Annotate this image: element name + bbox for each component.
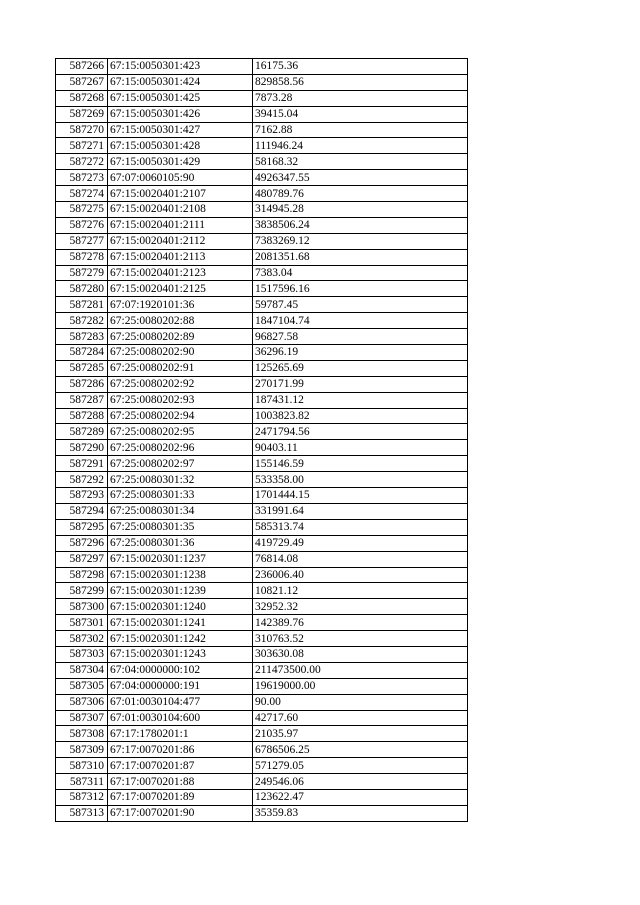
table-row	[56, 758, 468, 774]
row-id-cell: 587310	[56, 758, 108, 774]
table-row	[56, 789, 468, 805]
table-row	[56, 376, 468, 392]
table-row	[56, 456, 468, 472]
table-row	[56, 615, 468, 631]
table-row	[56, 281, 468, 297]
amount-cell: 32952.32	[253, 599, 468, 615]
row-id-cell: 587268	[56, 90, 108, 106]
row-id-cell: 587276	[56, 217, 108, 233]
amount-cell: 125265.69	[253, 360, 468, 376]
amount-cell: 7162.88	[253, 122, 468, 138]
cadastral-number-cell: 67:15:0020401:2108	[108, 202, 253, 218]
amount-cell: 3838506.24	[253, 217, 468, 233]
table-row	[56, 217, 468, 233]
row-id-cell: 587278	[56, 249, 108, 265]
cadastral-number-cell: 67:15:0020301:1241	[108, 615, 253, 631]
amount-cell: 7383.04	[253, 265, 468, 281]
cadastral-number-cell: 67:15:0020301:1243	[108, 646, 253, 662]
cadastral-number-cell: 67:15:0050301:426	[108, 106, 253, 122]
cadastral-number-cell: 67:15:0050301:428	[108, 138, 253, 154]
table-row	[56, 74, 468, 90]
row-id-cell: 587313	[56, 805, 108, 821]
cadastral-number-cell: 67:04:0000000:191	[108, 678, 253, 694]
cadastral-number-cell: 67:25:0080202:93	[108, 392, 253, 408]
row-id-cell: 587271	[56, 138, 108, 154]
amount-cell: 90.00	[253, 694, 468, 710]
amount-cell: 187431.12	[253, 392, 468, 408]
table-row	[56, 694, 468, 710]
row-id-cell: 587281	[56, 297, 108, 313]
cadastral-number-cell: 67:25:0080202:92	[108, 376, 253, 392]
cadastral-number-cell: 67:25:0080301:34	[108, 503, 253, 519]
cadastral-number-cell: 67:07:1920101:36	[108, 297, 253, 313]
cadastral-number-cell: 67:15:0020401:2112	[108, 233, 253, 249]
table-row	[56, 678, 468, 694]
row-id-cell: 587269	[56, 106, 108, 122]
table-row	[56, 329, 468, 345]
row-id-cell: 587266	[56, 59, 108, 75]
amount-cell: 76814.08	[253, 551, 468, 567]
amount-cell: 236006.40	[253, 567, 468, 583]
amount-cell: 829858.56	[253, 74, 468, 90]
table-row	[56, 726, 468, 742]
row-id-cell: 587296	[56, 535, 108, 551]
table-row	[56, 631, 468, 647]
row-id-cell: 587306	[56, 694, 108, 710]
row-id-cell: 587290	[56, 440, 108, 456]
amount-cell: 21035.97	[253, 726, 468, 742]
cadastral-number-cell: 67:15:0020401:2111	[108, 217, 253, 233]
amount-cell: 585313.74	[253, 519, 468, 535]
amount-cell: 19619000.00	[253, 678, 468, 694]
amount-cell: 6786506.25	[253, 742, 468, 758]
row-id-cell: 587267	[56, 74, 108, 90]
amount-cell: 39415.04	[253, 106, 468, 122]
cadastral-number-cell: 67:25:0080202:91	[108, 360, 253, 376]
row-id-cell: 587312	[56, 789, 108, 805]
cadastral-number-cell: 67:01:0030104:477	[108, 694, 253, 710]
row-id-cell: 587270	[56, 122, 108, 138]
cadastral-number-cell: 67:15:0020401:2113	[108, 249, 253, 265]
cadastral-number-cell: 67:15:0020401:2125	[108, 281, 253, 297]
row-id-cell: 587287	[56, 392, 108, 408]
amount-cell: 2471794.56	[253, 424, 468, 440]
table-row	[56, 138, 468, 154]
table-row	[56, 488, 468, 504]
amount-cell: 35359.83	[253, 805, 468, 821]
row-id-cell: 587289	[56, 424, 108, 440]
cadastral-number-cell: 67:25:0080202:88	[108, 313, 253, 329]
table-row	[56, 122, 468, 138]
table-row	[56, 106, 468, 122]
amount-cell: 111946.24	[253, 138, 468, 154]
row-id-cell: 587286	[56, 376, 108, 392]
cadastral-number-cell: 67:25:0080202:94	[108, 408, 253, 424]
row-id-cell: 587298	[56, 567, 108, 583]
table-row	[56, 360, 468, 376]
cadastral-number-cell: 67:15:0050301:429	[108, 154, 253, 170]
table-row	[56, 583, 468, 599]
cadastral-number-cell: 67:07:0060105:90	[108, 170, 253, 186]
table-row	[56, 297, 468, 313]
table-row	[56, 233, 468, 249]
row-id-cell: 587280	[56, 281, 108, 297]
row-id-cell: 587294	[56, 503, 108, 519]
table-row	[56, 567, 468, 583]
cadastral-number-cell: 67:15:0020301:1242	[108, 631, 253, 647]
row-id-cell: 587275	[56, 202, 108, 218]
table-row	[56, 202, 468, 218]
amount-cell: 310763.52	[253, 631, 468, 647]
cadastral-number-cell: 67:15:0020301:1237	[108, 551, 253, 567]
row-id-cell: 587308	[56, 726, 108, 742]
amount-cell: 314945.28	[253, 202, 468, 218]
row-id-cell: 587284	[56, 345, 108, 361]
amount-cell: 1701444.15	[253, 488, 468, 504]
amount-cell: 211473500.00	[253, 662, 468, 678]
table-row	[56, 249, 468, 265]
table-row	[56, 599, 468, 615]
table-row	[56, 535, 468, 551]
cadastral-number-cell: 67:17:0070201:89	[108, 789, 253, 805]
table-row	[56, 503, 468, 519]
amount-cell: 7873.28	[253, 90, 468, 106]
row-id-cell: 587272	[56, 154, 108, 170]
cadastral-number-cell: 67:15:0050301:424	[108, 74, 253, 90]
amount-cell: 10821.12	[253, 583, 468, 599]
row-id-cell: 587274	[56, 186, 108, 202]
cadastral-number-cell: 67:15:0050301:427	[108, 122, 253, 138]
table-row	[56, 472, 468, 488]
cadastral-number-cell: 67:25:0080202:89	[108, 329, 253, 345]
table-row	[56, 170, 468, 186]
row-id-cell: 587302	[56, 631, 108, 647]
row-id-cell: 587288	[56, 408, 108, 424]
table-row	[56, 551, 468, 567]
table-row	[56, 313, 468, 329]
cadastral-number-cell: 67:15:0020301:1240	[108, 599, 253, 615]
cadastral-number-cell: 67:25:0080301:32	[108, 472, 253, 488]
table-row	[56, 805, 468, 821]
cadastral-number-cell: 67:17:0070201:86	[108, 742, 253, 758]
cadastral-number-cell: 67:17:0070201:88	[108, 774, 253, 790]
amount-cell: 96827.58	[253, 329, 468, 345]
table-row	[56, 742, 468, 758]
amount-cell: 123622.47	[253, 789, 468, 805]
cadastral-number-cell: 67:17:0070201:87	[108, 758, 253, 774]
table-row	[56, 345, 468, 361]
table-row	[56, 392, 468, 408]
row-id-cell: 587295	[56, 519, 108, 535]
cadastral-number-cell: 67:25:0080301:33	[108, 488, 253, 504]
row-id-cell: 587297	[56, 551, 108, 567]
cadastral-number-cell: 67:15:0050301:425	[108, 90, 253, 106]
table-row	[56, 154, 468, 170]
table-body	[56, 59, 468, 822]
row-id-cell: 587309	[56, 742, 108, 758]
amount-cell: 1847104.74	[253, 313, 468, 329]
cadastral-number-cell: 67:15:0050301:423	[108, 59, 253, 75]
cadastral-number-cell: 67:25:0080202:90	[108, 345, 253, 361]
amount-cell: 419729.49	[253, 535, 468, 551]
row-id-cell: 587283	[56, 329, 108, 345]
data-table	[55, 58, 468, 822]
table-row	[56, 774, 468, 790]
table-row	[56, 186, 468, 202]
table-row	[56, 519, 468, 535]
row-id-cell: 587299	[56, 583, 108, 599]
cadastral-number-cell: 67:17:1780201:1	[108, 726, 253, 742]
row-id-cell: 587291	[56, 456, 108, 472]
amount-cell: 58168.32	[253, 154, 468, 170]
cadastral-number-cell: 67:25:0080202:97	[108, 456, 253, 472]
table-row	[56, 59, 468, 75]
row-id-cell: 587279	[56, 265, 108, 281]
row-id-cell: 587301	[56, 615, 108, 631]
amount-cell: 480789.76	[253, 186, 468, 202]
row-id-cell: 587282	[56, 313, 108, 329]
row-id-cell: 587304	[56, 662, 108, 678]
amount-cell: 2081351.68	[253, 249, 468, 265]
amount-cell: 155146.59	[253, 456, 468, 472]
row-id-cell: 587273	[56, 170, 108, 186]
row-id-cell: 587277	[56, 233, 108, 249]
table-row	[56, 440, 468, 456]
cadastral-number-cell: 67:25:0080301:35	[108, 519, 253, 535]
amount-cell: 90403.11	[253, 440, 468, 456]
table-row	[56, 424, 468, 440]
table-row	[56, 710, 468, 726]
row-id-cell: 587300	[56, 599, 108, 615]
amount-cell: 42717.60	[253, 710, 468, 726]
row-id-cell: 587305	[56, 678, 108, 694]
cadastral-number-cell: 67:25:0080301:36	[108, 535, 253, 551]
amount-cell: 16175.36	[253, 59, 468, 75]
amount-cell: 331991.64	[253, 503, 468, 519]
amount-cell: 4926347.55	[253, 170, 468, 186]
cadastral-number-cell: 67:25:0080202:95	[108, 424, 253, 440]
row-id-cell: 587307	[56, 710, 108, 726]
table-row	[56, 662, 468, 678]
amount-cell: 7383269.12	[253, 233, 468, 249]
cadastral-number-cell: 67:15:0020401:2107	[108, 186, 253, 202]
cadastral-number-cell: 67:15:0020301:1239	[108, 583, 253, 599]
table-row	[56, 90, 468, 106]
cadastral-number-cell: 67:01:0030104:600	[108, 710, 253, 726]
amount-cell: 249546.06	[253, 774, 468, 790]
row-id-cell: 587285	[56, 360, 108, 376]
table-row	[56, 646, 468, 662]
amount-cell: 142389.76	[253, 615, 468, 631]
amount-cell: 36296.19	[253, 345, 468, 361]
cadastral-number-cell: 67:15:0020301:1238	[108, 567, 253, 583]
row-id-cell: 587293	[56, 488, 108, 504]
amount-cell: 571279.05	[253, 758, 468, 774]
row-id-cell: 587303	[56, 646, 108, 662]
amount-cell: 303630.08	[253, 646, 468, 662]
row-id-cell: 587292	[56, 472, 108, 488]
cadastral-number-cell: 67:17:0070201:90	[108, 805, 253, 821]
cadastral-number-cell: 67:25:0080202:96	[108, 440, 253, 456]
table-row	[56, 265, 468, 281]
cadastral-number-cell: 67:15:0020401:2123	[108, 265, 253, 281]
amount-cell: 270171.99	[253, 376, 468, 392]
amount-cell: 1003823.82	[253, 408, 468, 424]
cadastral-number-cell: 67:04:0000000:102	[108, 662, 253, 678]
table-row	[56, 408, 468, 424]
row-id-cell: 587311	[56, 774, 108, 790]
amount-cell: 1517596.16	[253, 281, 468, 297]
amount-cell: 59787.45	[253, 297, 468, 313]
amount-cell: 533358.00	[253, 472, 468, 488]
